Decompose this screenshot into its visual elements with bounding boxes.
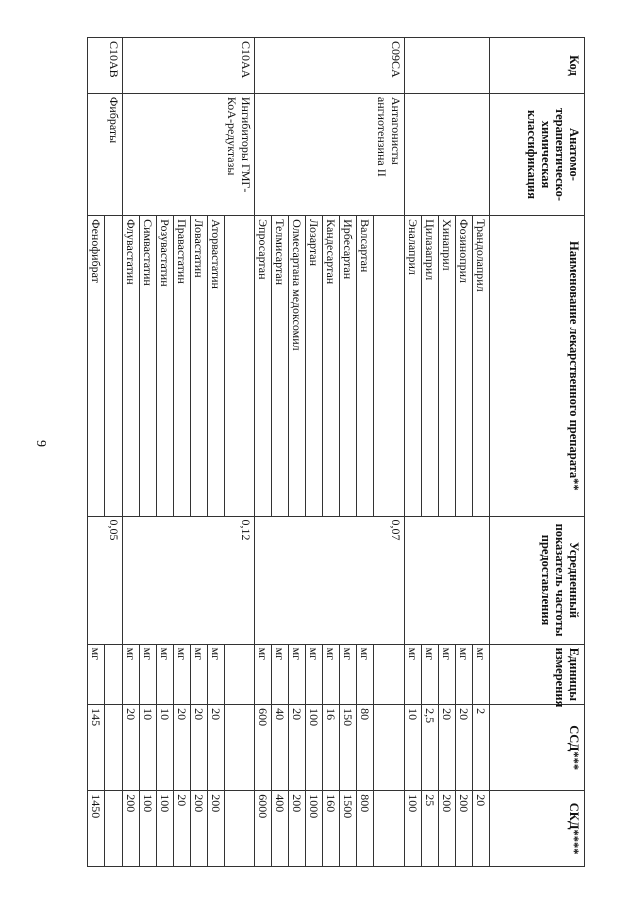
skd-cell: 200	[456, 791, 473, 867]
unit-cell: мг	[88, 644, 105, 705]
group-frequency-cell	[422, 516, 439, 644]
group-code-cell	[272, 38, 289, 94]
rotated-table-container	[25, 37, 585, 867]
group-atc-cell	[88, 93, 105, 215]
group-frequency-cell	[405, 516, 422, 644]
table-header-row	[490, 38, 585, 867]
table-row	[289, 38, 306, 867]
drug-name-cell: Правастатин	[174, 216, 191, 516]
group-code-cell: C09CA	[374, 38, 405, 94]
group-code-cell	[191, 38, 208, 94]
skd-cell: 1450	[88, 791, 105, 867]
skd-cell: 200	[439, 791, 456, 867]
group-atc-cell	[306, 93, 323, 215]
ssd-cell: 100	[306, 705, 323, 791]
unit-cell	[225, 644, 256, 705]
ssd-cell: 20	[174, 705, 191, 791]
skd-cell: 400	[272, 791, 289, 867]
skd-cell: 100	[157, 791, 174, 867]
ssd-cell: 20	[208, 705, 225, 791]
drug-name-cell: Флувастатин	[123, 216, 140, 516]
table-row	[456, 38, 473, 867]
table-row	[306, 38, 323, 867]
drug-name-cell	[105, 216, 123, 516]
ssd-cell: 20	[289, 705, 306, 791]
table-row	[422, 38, 439, 867]
table-row	[473, 38, 490, 867]
skd-cell	[225, 791, 256, 867]
group-frequency-cell	[340, 516, 357, 644]
drug-name-cell: Валсартан	[357, 216, 374, 516]
drug-name-cell	[374, 216, 405, 516]
group-code-cell	[340, 38, 357, 94]
group-code-cell	[473, 38, 490, 94]
drug-name-cell: Ловастатин	[191, 216, 208, 516]
group-atc-cell	[357, 93, 374, 215]
table-row	[272, 38, 289, 867]
group-frequency-cell	[140, 516, 157, 644]
unit-cell	[105, 644, 123, 705]
drug-name-cell: Кандесартан	[323, 216, 340, 516]
group-frequency-cell	[456, 516, 473, 644]
group-code-cell	[405, 38, 422, 94]
group-frequency-cell	[357, 516, 374, 644]
ssd-cell: 150	[340, 705, 357, 791]
drug-name-cell: Фозиноприл	[456, 216, 473, 516]
group-atc-cell	[340, 93, 357, 215]
group-atc-cell: Ингибиторы ГМГ-КоА-редуктазы	[225, 93, 256, 215]
table-row	[357, 38, 374, 867]
group-frequency-cell: 0,05	[105, 516, 123, 644]
group-atc-cell	[405, 93, 422, 215]
ssd-cell: 40	[272, 705, 289, 791]
group-atc-cell: Фибраты	[105, 93, 123, 215]
unit-cell: мг	[422, 644, 439, 705]
ssd-cell: 2,5	[422, 705, 439, 791]
header-unit: Единицы измерения	[490, 644, 585, 705]
drug-table	[87, 37, 585, 867]
group-code-cell	[439, 38, 456, 94]
ssd-cell	[225, 705, 256, 791]
drug-name-cell: Трандолаприл	[473, 216, 490, 516]
skd-cell: 6000	[255, 791, 272, 867]
unit-cell: мг	[174, 644, 191, 705]
group-frequency-cell	[88, 516, 105, 644]
group-atc-cell	[272, 93, 289, 215]
drug-name-cell: Лозартан	[306, 216, 323, 516]
group-atc-cell	[174, 93, 191, 215]
group-frequency-cell	[272, 516, 289, 644]
unit-cell: мг	[439, 644, 456, 705]
group-header-row	[374, 38, 405, 867]
drug-name-cell: Симвастатин	[140, 216, 157, 516]
group-atc-cell	[208, 93, 225, 215]
table-row	[405, 38, 422, 867]
unit-cell: мг	[255, 644, 272, 705]
ssd-cell: 10	[140, 705, 157, 791]
header-ssd: ССД***	[490, 705, 585, 791]
drug-name-cell: Фенофибрат	[88, 216, 105, 516]
group-frequency-cell	[255, 516, 272, 644]
group-atc-cell	[289, 93, 306, 215]
skd-cell: 1000	[306, 791, 323, 867]
group-frequency-cell	[123, 516, 140, 644]
group-atc-cell	[123, 93, 140, 215]
group-code-cell	[456, 38, 473, 94]
drug-name-cell: Олмесартана медоксомил	[289, 216, 306, 516]
unit-cell	[374, 644, 405, 705]
unit-cell: мг	[191, 644, 208, 705]
group-code-cell: C10AA	[225, 38, 256, 94]
group-frequency-cell	[323, 516, 340, 644]
unit-cell: мг	[456, 644, 473, 705]
unit-cell: мг	[140, 644, 157, 705]
group-frequency-cell	[191, 516, 208, 644]
table-row	[174, 38, 191, 867]
header-frequency: Усредненный показатель частоты предоставления	[490, 516, 585, 644]
group-frequency-cell	[289, 516, 306, 644]
unit-cell: мг	[123, 644, 140, 705]
group-atc-cell	[473, 93, 490, 215]
table-row	[123, 38, 140, 867]
ssd-cell: 145	[88, 705, 105, 791]
header-atc: Анатомо-терапевтическо-химическая классификация	[490, 93, 585, 215]
skd-cell: 200	[123, 791, 140, 867]
ssd-cell	[374, 705, 405, 791]
skd-cell: 20	[174, 791, 191, 867]
group-atc-cell	[255, 93, 272, 215]
group-frequency-cell	[306, 516, 323, 644]
group-code-cell	[323, 38, 340, 94]
drug-name-cell	[225, 216, 256, 516]
ssd-cell: 80	[357, 705, 374, 791]
table-row	[255, 38, 272, 867]
group-atc-cell	[191, 93, 208, 215]
table-body	[88, 38, 490, 867]
skd-cell: 25	[422, 791, 439, 867]
group-frequency-cell	[157, 516, 174, 644]
table-row	[191, 38, 208, 867]
ssd-cell: 2	[473, 705, 490, 791]
skd-cell: 200	[191, 791, 208, 867]
ssd-cell	[105, 705, 123, 791]
unit-cell: мг	[289, 644, 306, 705]
unit-cell: мг	[473, 644, 490, 705]
page-number: 9	[33, 440, 48, 447]
drug-name-cell: Эпросартан	[255, 216, 272, 516]
drug-name-cell: Эналаприл	[405, 216, 422, 516]
group-frequency-cell: 0,07	[374, 516, 405, 644]
ssd-cell: 10	[405, 705, 422, 791]
unit-cell: мг	[306, 644, 323, 705]
group-atc-cell	[157, 93, 174, 215]
skd-cell: 1500	[340, 791, 357, 867]
table-row	[340, 38, 357, 867]
table-row	[157, 38, 174, 867]
unit-cell: мг	[272, 644, 289, 705]
table-row	[88, 38, 105, 867]
skd-cell: 160	[323, 791, 340, 867]
drug-name-cell: Цилазаприл	[422, 216, 439, 516]
header-drug: Наименование лекарственного препарата**	[490, 216, 585, 516]
group-frequency-cell: 0,12	[225, 516, 256, 644]
group-atc-cell	[439, 93, 456, 215]
drug-name-cell: Хинаприл	[439, 216, 456, 516]
unit-cell: мг	[157, 644, 174, 705]
group-code-cell	[174, 38, 191, 94]
group-atc-cell	[456, 93, 473, 215]
ssd-cell: 20	[439, 705, 456, 791]
group-atc-cell	[140, 93, 157, 215]
ssd-cell: 16	[323, 705, 340, 791]
group-atc-cell	[323, 93, 340, 215]
group-code-cell	[289, 38, 306, 94]
group-frequency-cell	[174, 516, 191, 644]
table-row	[439, 38, 456, 867]
skd-cell: 20	[473, 791, 490, 867]
ssd-cell: 10	[157, 705, 174, 791]
skd-cell: 100	[140, 791, 157, 867]
unit-cell: мг	[340, 644, 357, 705]
unit-cell: мг	[405, 644, 422, 705]
group-atc-cell	[422, 93, 439, 215]
drug-name-cell: Телмисартан	[272, 216, 289, 516]
drug-name-cell: Аторвастатин	[208, 216, 225, 516]
header-skd: СКД****	[490, 791, 585, 867]
group-header-row	[225, 38, 256, 867]
group-atc-cell: Антагонисты ангиотензина II	[374, 93, 405, 215]
unit-cell: мг	[357, 644, 374, 705]
unit-cell: мг	[208, 644, 225, 705]
group-code-cell	[157, 38, 174, 94]
skd-cell: 100	[405, 791, 422, 867]
group-code-cell	[357, 38, 374, 94]
ssd-cell: 20	[191, 705, 208, 791]
skd-cell: 200	[208, 791, 225, 867]
skd-cell: 800	[357, 791, 374, 867]
group-code-cell	[208, 38, 225, 94]
skd-cell: 200	[289, 791, 306, 867]
header-code: Код	[490, 38, 585, 94]
ssd-cell: 20	[456, 705, 473, 791]
table-row	[140, 38, 157, 867]
group-frequency-cell	[473, 516, 490, 644]
group-code-cell	[123, 38, 140, 94]
group-code-cell	[140, 38, 157, 94]
group-code-cell	[255, 38, 272, 94]
group-frequency-cell	[208, 516, 225, 644]
drug-name-cell: Ирбесартан	[340, 216, 357, 516]
table-row	[323, 38, 340, 867]
table-row	[208, 38, 225, 867]
ssd-cell: 600	[255, 705, 272, 791]
skd-cell	[105, 791, 123, 867]
group-frequency-cell	[439, 516, 456, 644]
unit-cell: мг	[323, 644, 340, 705]
drug-name-cell: Розувастатин	[157, 216, 174, 516]
skd-cell	[374, 791, 405, 867]
ssd-cell: 20	[123, 705, 140, 791]
group-code-cell	[88, 38, 105, 94]
group-code-cell	[422, 38, 439, 94]
group-code-cell	[306, 38, 323, 94]
group-code-cell: C10AB	[105, 38, 123, 94]
group-header-row	[105, 38, 123, 867]
